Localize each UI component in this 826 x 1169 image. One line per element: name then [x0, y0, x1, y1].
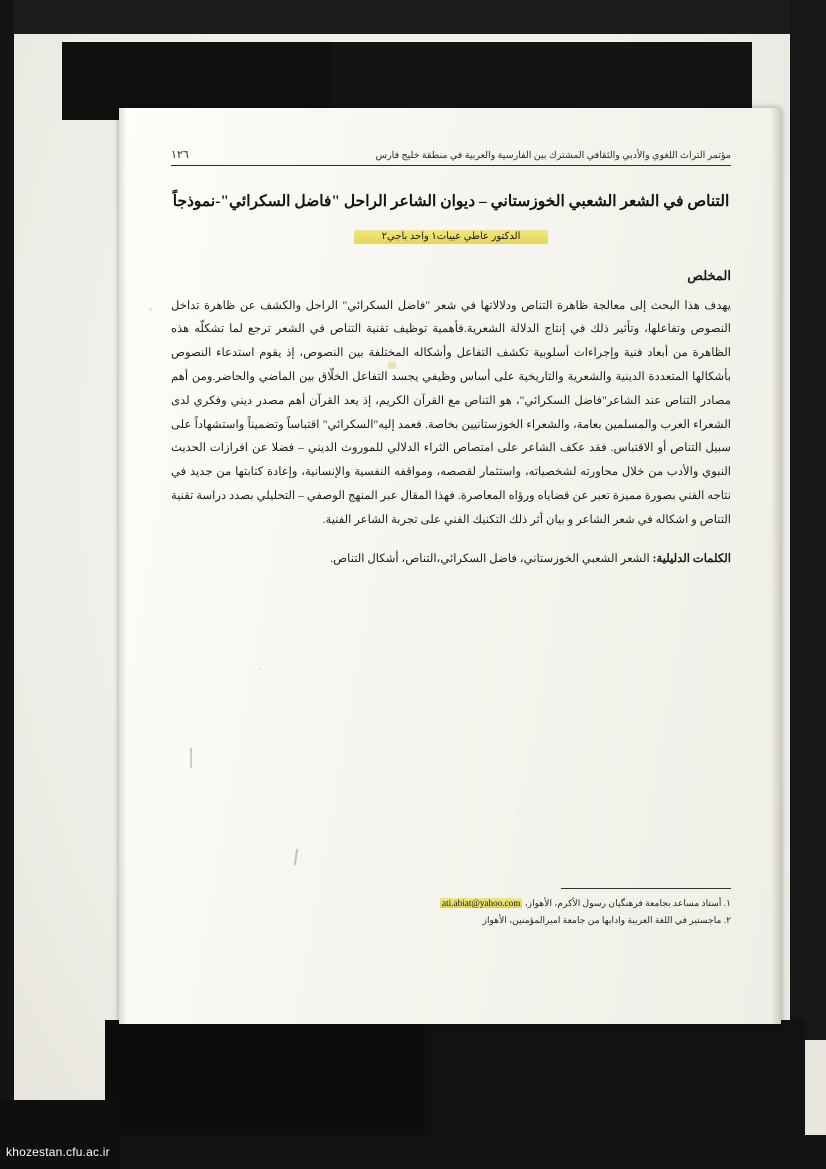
keywords-line: [171, 547, 731, 570]
keywords-label: الكلمات الدليلية:: [652, 552, 731, 566]
footnotes-block: [171, 888, 731, 930]
scan-shadow-band-left: [0, 0, 14, 1169]
footnote-item: [171, 912, 731, 929]
author-byline: [171, 231, 731, 242]
paper-speck: [519, 808, 521, 810]
watermark-url: khozestan.cfu.ac.ir: [6, 1145, 110, 1159]
running-head-title: مؤتمر التراث اللغوي والأدبي والثقافي المشترك بين الفارسية والعربية في منطقة خليج فارس: [375, 151, 731, 161]
footnote-text: أستاذ مساعد بجامعة فرهنگیان رسول الأكرم، الأهواز،: [524, 898, 724, 908]
scan-shadow-band-bottom-dark: [105, 1020, 425, 1145]
author-names: الدكتور عاطي عبيات١ واحد باجي٢: [354, 230, 549, 244]
page-edge-left: [119, 108, 127, 1024]
scan-shadow-band-top: [0, 0, 826, 34]
keywords-value: الشعر الشعبي الخوزستاني، فاضل السكرائي،التناص، أشكال التناص.: [330, 552, 653, 566]
abstract-text: يهدف هذا البحث إلى معالجة ظاهرة التناص ودلالاتها في شعر "فاضل السكرائي" الراحل والكشف عن ظاهرة تداخل النصوص وتفاعلها، وتأثير ذلك في إنتاج الدلالة الشعرية.فأهمية توظيف تقنية التناص في الشعر ترجع لما تشكلّه هذه الظاهرة من أبعاد فنية وإجراءات أسلوبية تكشف التفاعل وأشكاله المختلفة بين النصوص، إذ يقوم استدعاء النصوص بأشكالها المتعددة الدينية والشعرية والتاريخية على أساس وظيفي يجسد التفاعل الخلّاق بين الماضي والحاضر.ومن أهم مصادر التناص عند الشاعر"فاضل السكرائي"، هو التناص مع القرآن الكريم، إذ يعد القرآن أهم مصدر ديني وفكري لدى الشعراء العرب والمسلمين بعامة، والشعراء الخوزستانيين بخاصة. فعمد إليه"السكرائي" اقتباساً وتضميناً واستشهاداً على سبيل التناص أو الاقتباس. فقد عكف الشاعر على امتصاص الثراء الدلالي للموروث الديني – فضلا عن افرازات الحديث النبوي والأدب من خلال محاورته لشخصياته، واستثمار لقصصه، ومواقفه النفسية والإنسانية، وإعادة كتابتها من جديد في نتاجه الفني بصورة مميزة تعبر عن قضاياه ورؤاه المعاصرة. فهذا المقال عبر المنهج الوصفي – التحليلي بصدد دراسة تقنية التناص و اشكاله في شعر الشاعر و بيان أثر ذلك التكنيك الفني على تجربة الشاعر الفنية.: [171, 298, 731, 526]
footnote-separator-rule: [561, 888, 731, 889]
footnote-marker: ١.: [723, 898, 731, 908]
abstract-heading: المخلص: [687, 267, 731, 283]
scan-shadow-band-foot: [0, 1135, 826, 1169]
page-edge-right: [771, 108, 781, 1024]
paper-speck: [149, 308, 152, 311]
footnote-email[interactable]: ati.abiat@yahoo.com: [442, 898, 521, 908]
scan-shadow-band-right: [790, 0, 826, 1040]
page-content: [171, 148, 731, 571]
paper-speck: [259, 668, 261, 670]
footnote-item: [171, 895, 731, 912]
footnote-marker: ٢.: [723, 915, 731, 926]
page-number: ١٢٦: [171, 149, 189, 161]
document-page: [119, 108, 781, 1024]
paper-pen-mark: [190, 748, 192, 768]
running-head: [171, 148, 731, 166]
footnote-text: ماجستير في اللغة العربية وادابها من جامعة اميرالمؤمنين، الأهواز: [482, 915, 724, 926]
article-title: التناص في الشعر الشعبي الخوزستاني – ديوان الشاعر الراحل "فاضل السكرائي"-نموذجاً: [172, 193, 730, 210]
